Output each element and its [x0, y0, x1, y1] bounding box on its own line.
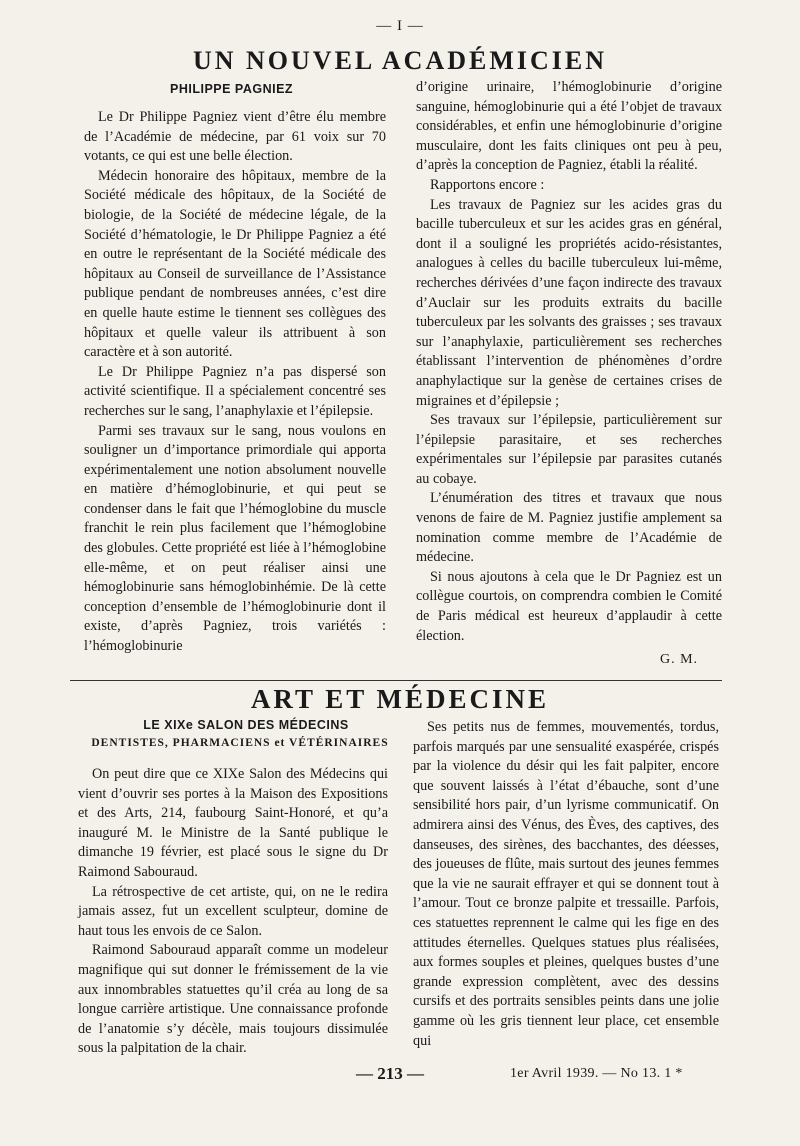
paragraph: Rapportons encore : [430, 176, 545, 193]
article2-subtitle-secondary: DENTISTES, PHARMACIENS et VÉTÉRINAIRES [91, 737, 389, 749]
paragraph: Médecin honoraire des hôpitaux, membre de la Société médicale des hôpitaux, de la Société de biologie, de la Société de médecine légale, de la Société d’hématologie, le Dr Philippe Pagniez a été en outre le représentant de la Société médicale des hôpitaux au Conseil de surveillance de l’Assistance publique pendant de nombreuses années, c’est dire en quelle haute estime le tiennent ses collègues des hôpitaux et quelle valeur ils attribuent à son caractère et à son autorité. [84, 167, 386, 361]
paragraph: Parmi ses travaux sur le sang, nous voulons en souligner un d’importance primordiale qui apporta expérimentalement une notion absolument nouvelle en matière d’hémoglobinurie, et qui peut se condenser dans le fait que l’hémoglobine du muscle franchit le rein plus facilement que l’hémoglobine des globules. Cette propriété est liée à l’hémoglobine elle-même, et on peut réaliser ainsi une hémoglobinurie sans hémoglobinhémie. De là cette conception d’ensemble de l’hémoglobinurie dont il existe, d’après Pagniez, trois variétés : l’hémoglobinurie [84, 422, 386, 655]
article1-subtitle: PHILIPPE PAGNIEZ [170, 82, 294, 96]
paragraph: L’énumération des titres et travaux que nous venons de faire de M. Pagniez justifie amplement sa nomination comme membre de l’Académie de médecine. [416, 490, 722, 566]
article2-column-right [413, 718, 719, 1051]
paragraph: d’origine urinaire, l’hémoglobinurie d’origine sanguine, hémoglobinurie qui a été l’objet de travaux considérables, et enfin une hémoglobinurie d’origine musculaire, dont les faits cliniques ont peu à peu, d’après la conception de Pagniez, établi la réalité. [416, 79, 722, 174]
article2-column-left [78, 765, 388, 1059]
footer-page-number: — 213 — [356, 1064, 424, 1083]
article2-subtitle: LE XIXe SALON DES MÉDECINS [143, 718, 349, 732]
article1-title: UN NOUVEL ACADÉMICIEN [192, 46, 608, 75]
paragraph: On peut dire que ce XIXe Salon des Médecins qui vient d’ouvrir ses portes à la Maison des Expositions et des Arts, 214, faubourg Saint-Honoré, et qu’a inauguré M. le Ministre de la Santé publique le dimanche 19 février, est placé sous le signe du Dr Raimond Sabouraud. [78, 766, 388, 880]
top-page-number: — I — [376, 18, 424, 34]
paragraph: Les travaux de Pagniez sur les acides gras du bacille tuberculeux et sur les acides gras en général, dont il a souligné les propriétés acido-résistantes, analogues à celles du bacille tuberculeux lui-même, recherches dérivées d’une façon indirecte des travaux d’Auclair sur les produits extraits du bacille tuberculeux par les solvants des graisses ; ses travaux sur l’anaphylaxie, particulièrement ses recherches établissant l’intervention de phénomènes d’ordre anaphylactique sur la genèse de certaines crises de migraines et d’épilepsie ; [416, 196, 722, 409]
article2-title: ART ET MÉDECINE [250, 684, 550, 714]
article1-column-left [84, 108, 386, 657]
paragraph: Ses petits nus de femmes, mouvementés, tordus, parfois marqués par une sensualité exaspérée, crispés par la violence du désir qui les fait palpiter, encore que souvent laissés à l’état d’ébauche, sont d’une sensibilité hors pair, d’un lyrisme communicatif. On admirera ainsi des Vénus, des Èves, des captives, des danseuses, des sirènes, des bacchantes, des déesses, des joueuses de flûte, mais surtout des jeunes femmes que la vie ne saurait effrayer et qui se donnent tout à l’amour. Tout ce bronze palpite et tressaille. Parfois, ces statuettes reprennent le calme qui les fige en des attitudes éternelles. Quelques statues plus réalisées, aux formes souples et pleines, quelques bustes d’une grande expression complètent, avec des dessins cursifs et des portraits sensibles peints dans une jolie gamme où les gris tiennent leur place, cet ensemble qui [413, 719, 719, 1049]
paragraph: Raimond Sabouraud apparaît comme un modeleur magnifique qui sut donner le frémissement de la vie aux innombrables statuettes qu’il créa au long de sa longue carrière artistique. Une connaissance profonde de l’anatomie s’y décèle, mais toujours dissimulée sous la palpitation de la chair. [78, 942, 388, 1057]
paragraph: Ses travaux sur l’épilepsie, particulièrement sur l’épilepsie parasitaire, et ses recherches expérimentales sur l’épilepsie par parasites cutanés au cobaye. [416, 412, 722, 487]
article1-column-right [416, 78, 722, 646]
article1-signature: G. M. [660, 652, 699, 667]
footer-issue-date: 1er Avril 1939. — No 13. 1 * [510, 1066, 683, 1081]
paragraph: Le Dr Philippe Pagniez n’a pas dispersé son activité scientifique. Il a spécialement concentré ses recherches sur le sang, l’anaphylaxie et l’épilepsie. [84, 363, 386, 419]
section-divider [70, 680, 722, 681]
paragraph: La rétrospective de cet artiste, qui, on ne le redira jamais assez, fut un excellent sculpteur, domine de haut tous les envois de ce Salon. [78, 883, 388, 939]
paragraph: Le Dr Philippe Pagniez vient d’être élu membre de l’Académie de médecine, par 61 voix sur 70 votants, ce qui est une belle élection. [84, 109, 386, 165]
paragraph: Si nous ajoutons à cela que le Dr Pagniez est un collègue courtois, on comprendra combien le Comité de Paris médical est heureux d’applaudir à cette élection. [416, 568, 722, 644]
